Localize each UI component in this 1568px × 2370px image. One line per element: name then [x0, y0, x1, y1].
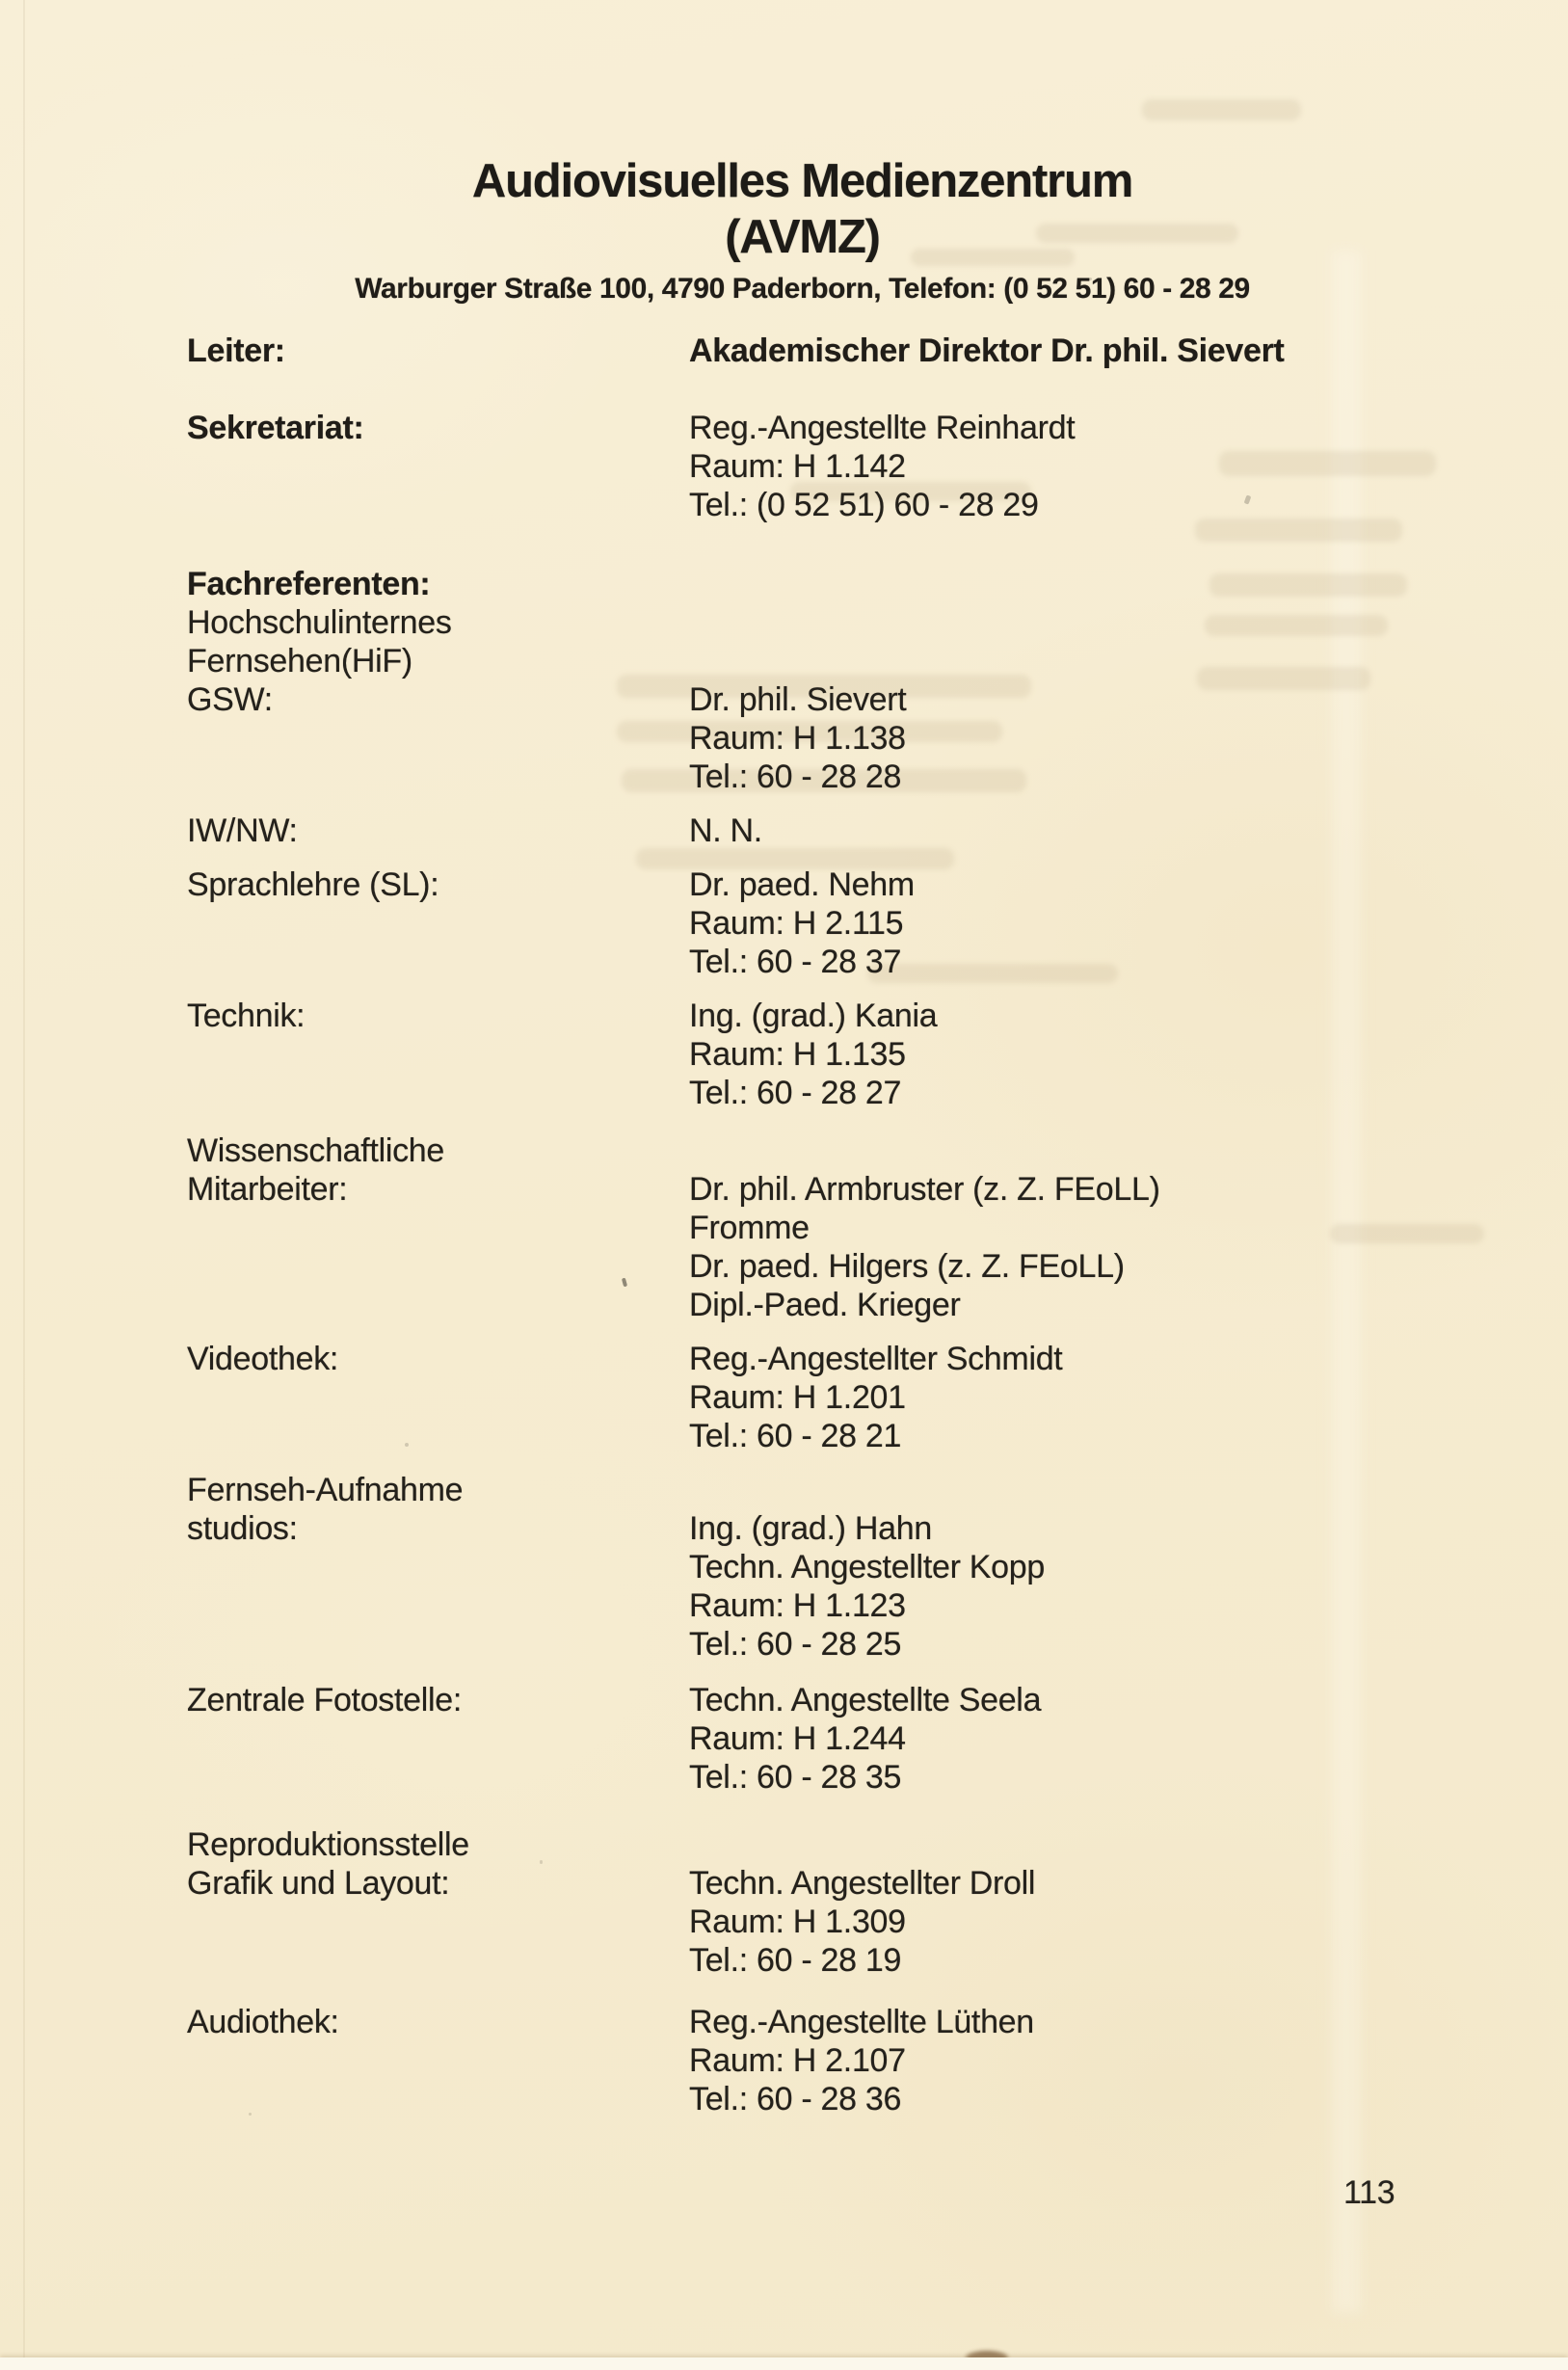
page-title-line2: (AVMZ) [725, 211, 880, 263]
directory-label: Hochschulinternes [187, 604, 452, 641]
directory-label: GSW: [187, 681, 273, 718]
directory-value-column [689, 812, 762, 850]
directory-value: Fromme [689, 1210, 810, 1246]
directory-value: Tel.: 60 - 28 28 [689, 759, 902, 795]
value-align-spacer [689, 1825, 690, 1864]
directory-value: Tel.: (0 52 51) 60 - 28 29 [689, 487, 1039, 523]
directory-group [187, 2003, 1285, 2118]
directory-label: Fernseh-Aufnahme [187, 1472, 464, 1508]
directory-label: Fernsehen(HiF) [187, 643, 412, 679]
directory-value: Tel.: 60 - 28 19 [689, 1942, 902, 1979]
value-align-spacer [689, 1471, 690, 1509]
directory-label: studios: [187, 1510, 298, 1547]
directory-label: Fachreferenten: [187, 566, 431, 602]
scan-gutter-seam [23, 0, 25, 2357]
directory-label: Videothek: [187, 1341, 339, 1377]
directory-label: Sprachlehre (SL): [187, 866, 439, 903]
directory-label: Reproduktionsstelle [187, 1826, 469, 1863]
directory-value: Raum: H 2.115 [689, 905, 904, 942]
directory-label-column [187, 997, 689, 1112]
directory-label: Mitarbeiter: [187, 1171, 348, 1208]
directory-value-column [689, 997, 937, 1112]
directory-value: Tel.: 60 - 28 36 [689, 2081, 902, 2117]
directory-value: Raum: H 1.123 [689, 1587, 906, 1624]
directory-group [187, 1471, 1285, 1664]
directory-value-column [689, 1681, 1041, 1797]
directory-label-column [187, 1825, 689, 1980]
directory-value: Akademischer Direktor Dr. phil. Sievert [689, 333, 1285, 369]
directory-label-column [187, 812, 689, 850]
directory-value: Raum: H 1.138 [689, 720, 906, 757]
directory-value: Tel.: 60 - 28 35 [689, 1759, 902, 1796]
directory-value-column [689, 2003, 1034, 2118]
value-align-spacer [689, 1132, 690, 1170]
directory-label: Technik: [187, 998, 306, 1034]
directory-value: Reg.-Angestellte Reinhardt [689, 410, 1076, 446]
value-align-spacer [689, 565, 690, 680]
paper-light-band [1332, 251, 1361, 2313]
directory-value-column [689, 1340, 1062, 1455]
directory-value: Tel.: 60 - 28 37 [689, 944, 902, 980]
directory-value: Dr. phil. Armbruster (z. Z. FEoLL) [689, 1171, 1160, 1208]
directory-value: Reg.-Angestellter Schmidt [689, 1341, 1063, 1377]
directory-group [187, 812, 1285, 850]
directory-value: Reg.-Angestellte Lüthen [689, 2004, 1034, 2040]
directory-group [187, 997, 1285, 1112]
directory-value-column [689, 332, 1285, 370]
directory-value: Techn. Angestellte Seela [689, 1682, 1042, 1718]
directory-label: Sekretariat: [187, 410, 364, 446]
directory-group [187, 1132, 1285, 1324]
directory-value: Dr. paed. Hilgers (z. Z. FEoLL) [689, 1248, 1125, 1285]
directory-value-column [689, 565, 906, 796]
directory-value: Raum: H 1.135 [689, 1036, 906, 1073]
directory-value: Ing. (grad.) Hahn [689, 1510, 932, 1547]
directory-value: Techn. Angestellter Kopp [689, 1549, 1045, 1585]
directory-value: Techn. Angestellter Droll [689, 1865, 1036, 1902]
directory-value: Dr. paed. Nehm [689, 866, 915, 903]
directory-value: Raum: H 1.309 [689, 1904, 906, 1940]
directory-group [187, 1681, 1285, 1797]
directory-value-column [689, 1825, 1035, 1980]
directory-label-column [187, 1471, 689, 1664]
bleed-through-streak [1142, 99, 1301, 120]
directory-label: Wissenschaftliche [187, 1132, 444, 1169]
address-line: Warburger Straße 100, 4790 Paderborn, Telefon: (0 52 51) 60 - 28 29 [355, 273, 1250, 305]
bleed-through-streak [1330, 1224, 1484, 1243]
directory-value: Tel.: 60 - 28 21 [689, 1418, 902, 1454]
directory-value: Ing. (grad.) Kania [689, 998, 938, 1034]
directory-group [187, 409, 1285, 524]
directory-value-column [689, 1132, 1160, 1324]
directory-value: Dr. phil. Sievert [689, 681, 907, 718]
directory-label-column [187, 865, 689, 981]
directory-value: Raum: H 1.142 [689, 448, 906, 485]
directory-value: Dipl.-Paed. Krieger [689, 1287, 961, 1323]
staff-directory [187, 332, 1285, 2118]
directory-value: Raum: H 2.107 [689, 2042, 906, 2079]
directory-value: N. N. [689, 812, 762, 849]
directory-group [187, 1340, 1285, 1455]
directory-value-column [689, 865, 915, 981]
directory-label: Grafik und Layout: [187, 1865, 450, 1902]
directory-value: Raum: H 1.244 [689, 1720, 906, 1757]
directory-label-column [187, 1340, 689, 1455]
directory-label: Zentrale Fotostelle: [187, 1682, 463, 1718]
directory-label-column [187, 2003, 689, 2118]
page-number: 113 [1343, 2174, 1395, 2211]
directory-label-column [187, 409, 689, 524]
directory-label-column [187, 1132, 689, 1324]
directory-value-column [689, 409, 1075, 524]
directory-label: IW/NW: [187, 812, 298, 849]
directory-value: Raum: H 1.201 [689, 1379, 906, 1416]
directory-label-column [187, 1681, 689, 1797]
directory-group [187, 565, 1285, 796]
directory-value: Tel.: 60 - 28 27 [689, 1075, 902, 1111]
directory-group [187, 332, 1285, 370]
page-title-line1: Audiovisuelles Medienzentrum [471, 155, 1133, 207]
directory-label-column [187, 332, 689, 370]
directory-label: Leiter: [187, 333, 285, 369]
directory-label-column [187, 565, 689, 796]
directory-label: Audiothek: [187, 2004, 339, 2040]
directory-group [187, 865, 1285, 981]
directory-value: Tel.: 60 - 28 25 [689, 1626, 902, 1663]
directory-group [187, 1825, 1285, 1980]
directory-value-column [689, 1471, 1045, 1664]
scan-bottom-edge [0, 2357, 1568, 2370]
